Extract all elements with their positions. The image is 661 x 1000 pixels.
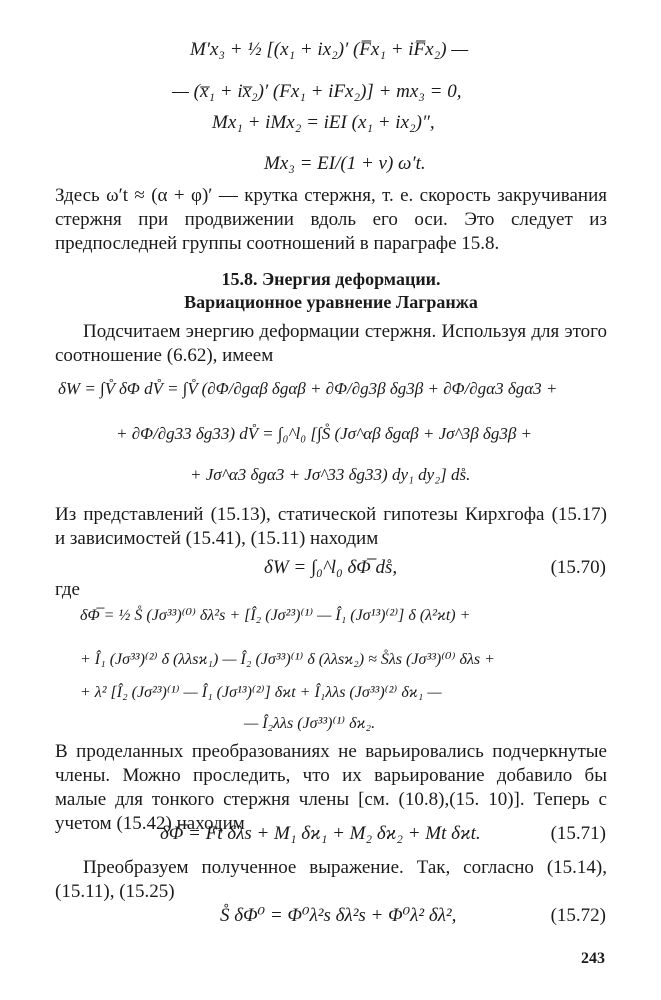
equation-line-1: M′x₃ + ½ [(x₁ + ix₂)′ (F̅x₁ + iF̅x₂) —	[190, 39, 469, 60]
equation-number-15-71: (15.71)	[550, 823, 606, 844]
equation-variation-line-2: + Î₁ (Jσ³³)⁽²⁾ δ (λλsϰ₁) — Î₂ (Jσ³³)⁽¹⁾ δ (λλsϰ₂) ≈ S̊λs (Jσ³³)⁽⁰⁾ δλs +	[80, 651, 495, 668]
section-heading-line-2: Вариационное уравнение Лагранжа	[184, 292, 478, 312]
equation-line-4: Mx₃ = EI/(1 + ν) ω′t.	[264, 153, 426, 174]
equation-energy-line-2: + ∂Φ/∂g33 δg33) dV̊ = ∫₀^l₀ [∫S̊ (Jσ^αβ δgαβ + Jσ^3β δg3β +	[116, 424, 533, 443]
equation-15-71: δΦ̅ = Ft δλs + M₁ δϰ₁ + M₂ δϰ₂ + Mt δϰt.	[160, 823, 481, 844]
equation-variation-line-3: + λ² [Î₂ (Jσ²³)⁽¹⁾ — Î₁ (Jσ¹³)⁽²⁾] δϰt + Î₁λλs (Jσ³³)⁽²⁾ δϰ₁ —	[80, 684, 442, 701]
equation-line-3: Mx₁ + iMx₂ = iEI (x₁ + ix₂)″,	[212, 112, 435, 133]
paragraph-kirchhoff: Из представлений (15.13), статической гипотезы Кирхгофа (15.17) и зависимостей (15.41), (15.11) находим	[55, 504, 607, 549]
equation-energy-line-3: + Jσ^α3 δgα3 + Jσ^33 δg33) dy₁ dy₂] ds̊.	[190, 465, 471, 484]
equation-15-70: δW = ∫₀^l₀ δΦ̅ ds̊,	[264, 557, 398, 578]
equation-energy-line-1: δW = ∫V̊ δΦ dV̊ = ∫V̊ (∂Φ/∂gαβ δgαβ + ∂Φ/∂g3β δg3β + ∂Φ/∂gα3 δgα3 +	[58, 379, 558, 398]
equation-number-15-72: (15.72)	[550, 905, 606, 926]
section-heading-line-1: 15.8. Энергия деформации.	[221, 269, 441, 289]
label-where: где	[55, 579, 80, 600]
page-number: 243	[581, 950, 605, 967]
paragraph-energy-intro: Подсчитаем энергию деформации стержня. Используя для этого соотношение (6.62), имеем	[55, 321, 607, 366]
paragraph-underlined-terms: В проделанных преобразованиях не варьировались подчеркнутые члены. Можно проследить, что их варьирование добавило бы малые для тонкого стержня члены [см. (10.8),(15. 10)]. Теперь с учетом (15.42) находим	[55, 741, 607, 834]
equation-variation-line-4: — Î₂λλs (Jσ³³)⁽¹⁾ δϰ₂.	[244, 715, 376, 732]
equation-line-2: — (x̅₁ + ix̅₂)′ (Fx₁ + iFx₂)] + mx₃ = 0,	[172, 81, 462, 102]
equation-number-15-70: (15.70)	[550, 557, 606, 578]
equation-15-72: S̊ δΦ⁰ = Φ⁰λ²s δλ²s + Φ⁰λ² δλ²,	[220, 905, 457, 926]
paragraph-twist-definition: Здесь ω′t ≈ (α + φ)′ — крутка стержня, т. е. скорость закручивания стержня при продвижении вдоль его оси. Это следует из предпоследней группы соотношений в параграфе 15.8.	[55, 185, 607, 254]
paragraph-transform: Преобразуем полученное выражение. Так, согласно (15.14), (15.11), (15.25)	[55, 857, 607, 902]
equation-variation-line-1: δΦ̅ = ½ S̊ (Jσ³³)⁽⁰⁾ δλ²s + [Î₂ (Jσ²³)⁽¹⁾ — Î₁ (Jσ¹³)⁽²⁾] δ (λ²ϰt) +	[80, 607, 471, 624]
